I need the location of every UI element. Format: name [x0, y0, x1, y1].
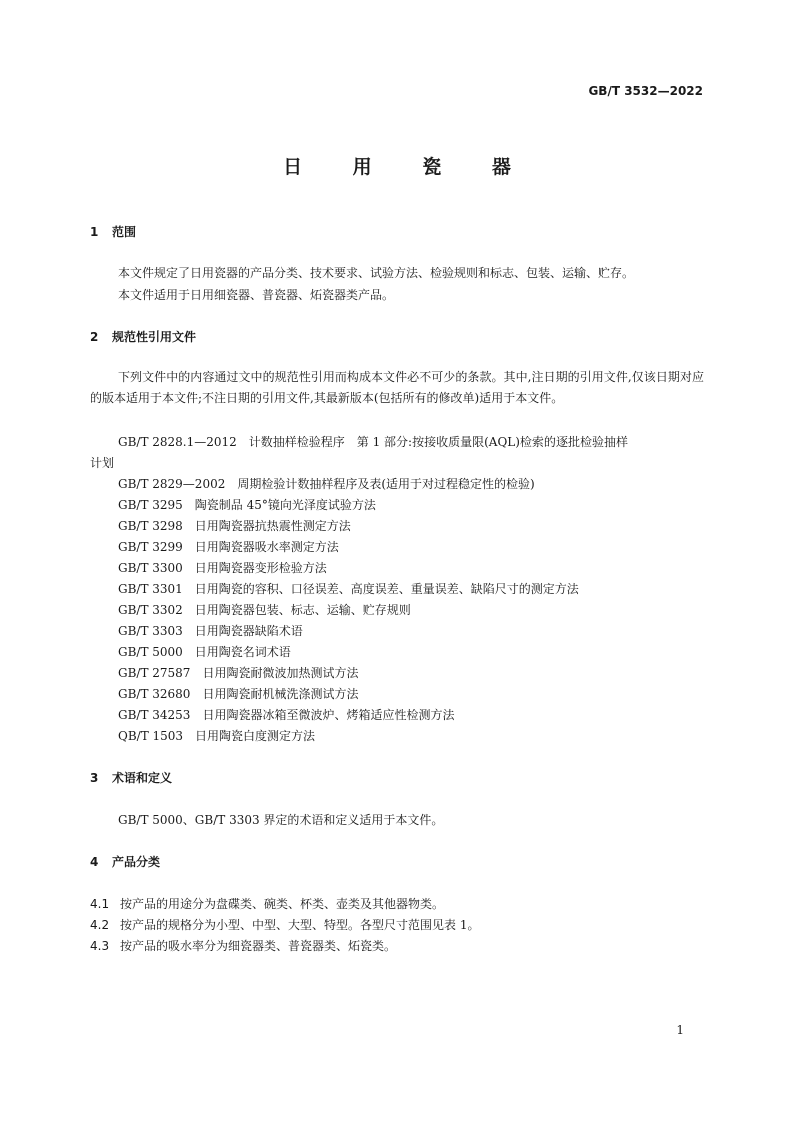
section-1-heading: [90, 223, 136, 240]
reference-line: GB/T 3301 日用陶瓷的容积、口径误差、高度误差、重量误差、缺陷尺寸的测定方法: [118, 582, 579, 596]
reference-line: 计划: [90, 456, 115, 470]
reference-line: QB/T 1503 日用陶瓷白度测定方法: [118, 729, 316, 743]
subclause-number: 4.3: [90, 939, 110, 953]
reference-line: GB/T 3303 日用陶瓷器缺陷术语: [118, 624, 303, 638]
subclause: [90, 916, 479, 933]
subclause-number: 4.1: [90, 897, 110, 911]
section-number: 4: [90, 855, 99, 869]
reference-line: GB/T 34253 日用陶瓷器冰箱至微波炉、烤箱适应性检测方法: [118, 708, 455, 722]
section-1-paragraph: 本文件适用于日用细瓷器、普瓷器、炻瓷器类产品。: [118, 288, 395, 302]
reference-line: GB/T 3300 日用陶瓷器变形检验方法: [118, 561, 327, 575]
page-number: 1: [676, 1023, 684, 1037]
reference-line: GB/T 27587 日用陶瓷耐微波加热测试方法: [118, 666, 359, 680]
section-3-paragraph: GB/T 5000、GB/T 3303 界定的术语和定义适用于本文件。: [118, 813, 444, 827]
subclause: [90, 895, 444, 912]
reference-line: GB/T 32680 日用陶瓷耐机械洗涤测试方法: [118, 687, 359, 701]
subclause-text: 按产品的用途分为盘碟类、碗类、杯类、壶类及其他器物类。: [120, 897, 445, 911]
subclause-number: 4.2: [90, 918, 110, 932]
subclause-text: 按产品的规格分为小型、中型、大型、特型。各型尺寸范围见表 1。: [120, 918, 480, 932]
section-2-intro: 下列文件中的内容通过文中的规范性引用而构成本文件必不可少的条款。其中,注日期的引用文件,仅该日期对应的版本适用于本文件;不注日期的引用文件,其最新版本(包括所有的修改单)适用于本文件。: [90, 370, 704, 405]
reference-line: GB/T 5000 日用陶瓷名词术语: [118, 645, 291, 659]
section-number: 2: [90, 330, 99, 344]
document-title: 日 用 瓷 器: [283, 156, 533, 178]
section-4-heading: [90, 853, 160, 870]
section-number: 1: [90, 225, 99, 239]
reference-line: GB/T 3298 日用陶瓷器抗热震性测定方法: [118, 519, 351, 533]
subclause-text: 按产品的吸水率分为细瓷器类、普瓷器类、炻瓷类。: [120, 939, 397, 953]
reference-line: GB/T 2829—2002 周期检验计数抽样程序及表(适用于对过程稳定性的检验): [118, 477, 535, 491]
section-title: 产品分类: [112, 855, 161, 869]
reference-line: GB/T 3299 日用陶瓷器吸水率测定方法: [118, 540, 339, 554]
reference-line: GB/T 3295 陶瓷制品 45°镜向光泽度试验方法: [118, 498, 376, 512]
section-2-heading: [90, 328, 196, 345]
section-title: 术语和定义: [112, 771, 173, 785]
section-title: 规范性引用文件: [112, 330, 197, 344]
subclause: [90, 937, 396, 954]
section-1-paragraph: 本文件规定了日用瓷器的产品分类、技术要求、试验方法、检验规则和标志、包装、运输、贮存。: [118, 266, 635, 280]
standard-code: GB/T 3532—2022: [588, 84, 703, 98]
reference-line: GB/T 2828.1—2012 计数抽样检验程序 第 1 部分:按接收质量限(AQL)检索的逐批检验抽样: [118, 435, 628, 449]
reference-line: GB/T 3302 日用陶瓷器包装、标志、运输、贮存规则: [118, 603, 411, 617]
section-title: 范围: [112, 225, 137, 239]
section-3-heading: [90, 769, 172, 786]
section-number: 3: [90, 771, 99, 785]
